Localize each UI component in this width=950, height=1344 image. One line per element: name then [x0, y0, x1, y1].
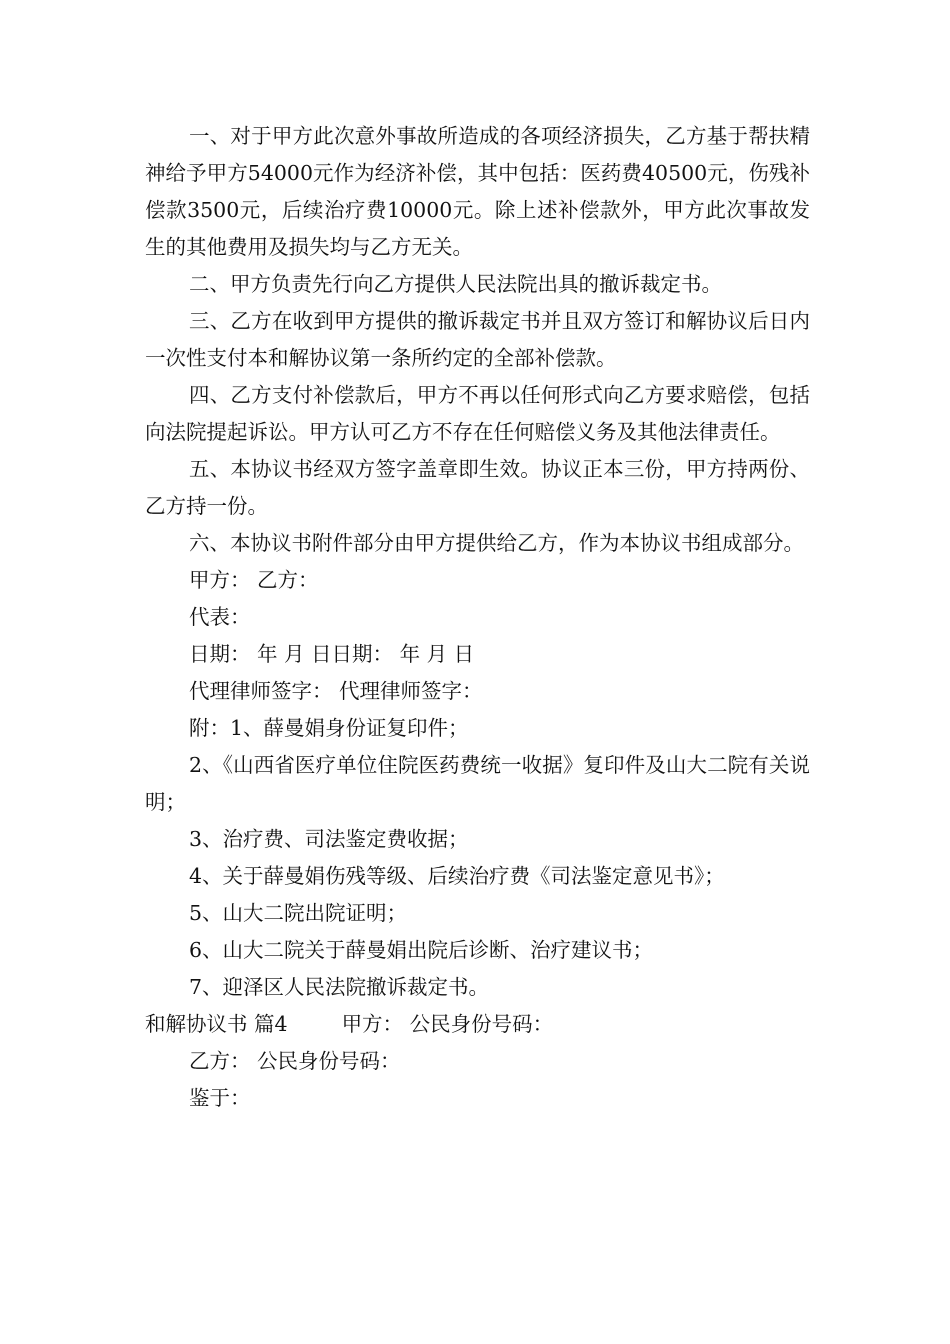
party-a-id-line: 甲方： 公民身份号码：: [341, 1012, 554, 1036]
whereas-line: 鉴于：: [189, 1086, 251, 1110]
attachment-item-3: 3、治疗费、司法鉴定费收据；: [189, 827, 469, 851]
attachment-item-4: 4、关于薛曼娟伤残等级、后续治疗费《司法鉴定意见书》；: [189, 864, 725, 888]
document-body: [145, 118, 810, 1117]
attachment-item-2: 2、《山西省医疗单位住院医药费统一收据》复印件及山大二院有关说明；: [145, 753, 810, 814]
clause-5-paragraph: 五、本协议书经双方签字盖章即生效。协议正本三份，甲方持两份、乙方持一份。: [145, 457, 810, 518]
attachment-item-1: 附：1、薛曼娟身份证复印件；: [189, 716, 469, 740]
date-line: 日期： 年 月 日日期： 年 月 日: [189, 642, 475, 666]
clause-1-paragraph: 一、对于甲方此次意外事故所造成的各项经济损失，乙方基于帮扶精神给予甲方54000元作为经济补偿，其中包括：医药费40500元，伤残补偿款3500元，后续治疗费10000元。除上述补偿款外，甲方此次事故发生的其他费用及损失均与乙方无关。: [145, 124, 810, 259]
section-heading-line: [145, 1006, 810, 1043]
clause-3-paragraph: 三、乙方在收到甲方提供的撤诉裁定书并且双方签订和解协议后日内一次性支付本和解协议第一条所约定的全部补偿款。: [145, 309, 810, 370]
clause-4-paragraph: 四、乙方支付补偿款后，甲方不再以任何形式向乙方要求赔偿，包括向法院提起诉讼。甲方认可乙方不存在任何赔偿义务及其他法律责任。: [145, 383, 810, 444]
lawyer-signature-line: 代理律师签字： 代理律师签字：: [189, 679, 483, 703]
party-b-id-line: 乙方： 公民身份号码：: [189, 1049, 401, 1073]
signature-parties-line: 甲方： 乙方：: [189, 568, 319, 592]
clause-6-paragraph: 六、本协议书附件部分由甲方提供给乙方，作为本协议书组成部分。: [189, 531, 804, 555]
representative-line: 代表：: [189, 605, 251, 629]
section-title: 和解协议书 篇4: [145, 1012, 288, 1036]
attachment-item-6: 6、山大二院关于薛曼娟出院后诊断、治疗建议书；: [189, 938, 654, 962]
attachment-item-7: 7、迎泽区人民法院撤诉裁定书。: [189, 975, 490, 999]
clause-2-paragraph: 二、甲方负责先行向乙方提供人民法院出具的撤诉裁定书。: [189, 272, 722, 296]
attachment-item-5: 5、山大二院出院证明；: [189, 901, 408, 925]
